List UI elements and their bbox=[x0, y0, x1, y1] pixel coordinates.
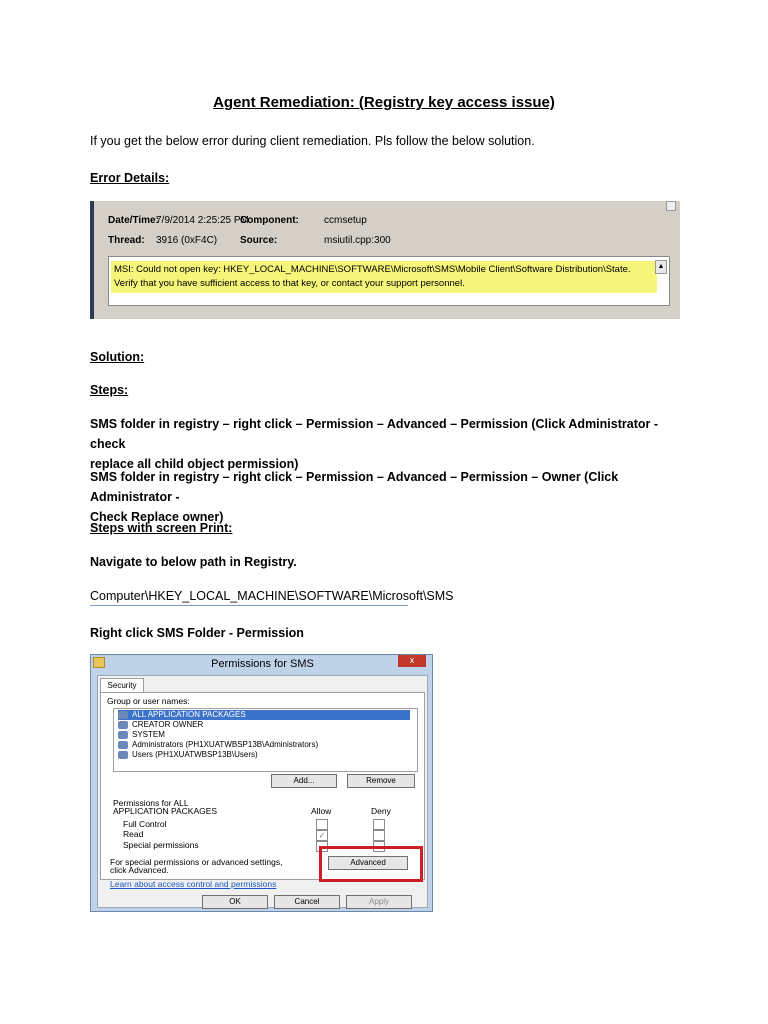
datetime-label: Date/Time: bbox=[108, 215, 159, 226]
perm-special: Special permissions bbox=[123, 840, 199, 850]
right-click-text: Right click SMS Folder - Permission bbox=[90, 626, 304, 640]
close-icon[interactable]: x bbox=[398, 655, 426, 667]
scroll-up-icon[interactable]: ▲ bbox=[655, 260, 667, 274]
thread-value: 3916 (0xF4C) bbox=[156, 235, 218, 246]
list-item-users[interactable]: Users (PH1XUATWBSP13B\Users) bbox=[118, 750, 258, 760]
full-control-allow-checkbox[interactable] bbox=[316, 819, 328, 830]
apply-button[interactable]: Apply bbox=[346, 895, 412, 909]
user-group-icon bbox=[118, 741, 128, 749]
solution-heading: Solution: bbox=[90, 350, 145, 364]
step-1 bbox=[90, 414, 690, 474]
cancel-button[interactable]: Cancel bbox=[274, 895, 340, 909]
remove-button[interactable]: Remove bbox=[347, 774, 415, 788]
list-item-all-app-packages[interactable]: ALL APPLICATION PACKAGES bbox=[118, 710, 410, 720]
scrollbar-top-icon bbox=[666, 201, 676, 211]
component-label: Component: bbox=[240, 215, 299, 226]
step-1-line-1: SMS folder in registry – right click – Permission – Advanced – Permission (Click Administrator - check bbox=[90, 417, 658, 451]
step-2-line-1: SMS folder in registry – right click – Permission – Advanced – Permission – Owner (Click Administrator - bbox=[90, 470, 619, 504]
source-value: msiutil.cpp:300 bbox=[324, 235, 391, 246]
advanced-highlight-box bbox=[319, 846, 423, 882]
list-item-administrators[interactable]: Administrators (PH1XUATWBSP13B\Administrators) bbox=[118, 740, 318, 750]
dialog-title: Permissions for SMS bbox=[211, 658, 314, 670]
group-label: Group or user names: bbox=[107, 696, 190, 706]
advanced-button[interactable]: Advanced bbox=[328, 856, 408, 870]
steps-heading: Steps: bbox=[90, 383, 129, 397]
deny-header: Deny bbox=[371, 806, 391, 816]
intro-text: If you get the below error during client remediation. Pls follow the below solution. bbox=[90, 134, 535, 148]
error-message-box bbox=[108, 256, 670, 306]
user-group-icon bbox=[118, 711, 128, 719]
step-2-line-2: Check Replace owner) bbox=[90, 510, 224, 524]
learn-access-control-link[interactable]: Learn about access control and permissions bbox=[110, 879, 277, 889]
special-text-1: For special permissions or advanced settings, bbox=[110, 857, 283, 867]
add-button[interactable]: Add... bbox=[271, 774, 337, 788]
step-2 bbox=[90, 467, 690, 527]
list-item-system[interactable]: SYSTEM bbox=[118, 730, 165, 740]
error-message: MSI: Could not open key: HKEY_LOCAL_MACHINE\SOFTWARE\Microsoft\SMS\Mobile Client\Software Distribution\State. Verify that you have sufficient access to that key, or contact your support personnel. bbox=[111, 261, 657, 293]
user-list[interactable] bbox=[113, 708, 418, 772]
user-group-icon bbox=[118, 731, 128, 739]
tab-security[interactable]: Security bbox=[100, 678, 144, 693]
allow-header: Allow bbox=[311, 806, 332, 816]
user-group-icon bbox=[118, 721, 128, 729]
thread-label: Thread: bbox=[108, 235, 145, 246]
error-details-heading: Error Details: bbox=[90, 171, 170, 185]
registry-path: Computer\HKEY_LOCAL_MACHINE\SOFTWARE\Microsoft\SMS bbox=[90, 589, 408, 606]
special-text-2: click Advanced. bbox=[110, 865, 169, 875]
user-group-icon bbox=[118, 751, 128, 759]
permissions-for-label-1: Permissions for ALL bbox=[113, 798, 189, 808]
ok-button[interactable]: OK bbox=[202, 895, 268, 909]
error-screenshot bbox=[90, 201, 680, 319]
read-allow-checkbox[interactable]: ✓ bbox=[316, 830, 328, 841]
full-control-deny-checkbox[interactable] bbox=[373, 819, 385, 830]
datetime-value: 7/9/2014 2:25:25 PM bbox=[156, 215, 249, 226]
steps-screen-heading: Steps with screen Print: bbox=[90, 521, 233, 535]
permissions-for-label-2: APPLICATION PACKAGES bbox=[113, 806, 218, 816]
perm-full-control: Full Control bbox=[123, 819, 167, 829]
list-item-creator-owner[interactable]: CREATOR OWNER bbox=[118, 720, 203, 730]
perm-read: Read bbox=[123, 829, 144, 839]
step-1-line-2: replace all child object permission) bbox=[90, 457, 299, 471]
source-label: Source: bbox=[240, 235, 278, 246]
read-deny-checkbox[interactable] bbox=[373, 830, 385, 841]
document-title: Agent Remediation: (Registry key access issue) bbox=[213, 94, 555, 111]
component-value: ccmsetup bbox=[324, 215, 367, 226]
navigate-text: Navigate to below path in Registry. bbox=[90, 555, 297, 569]
